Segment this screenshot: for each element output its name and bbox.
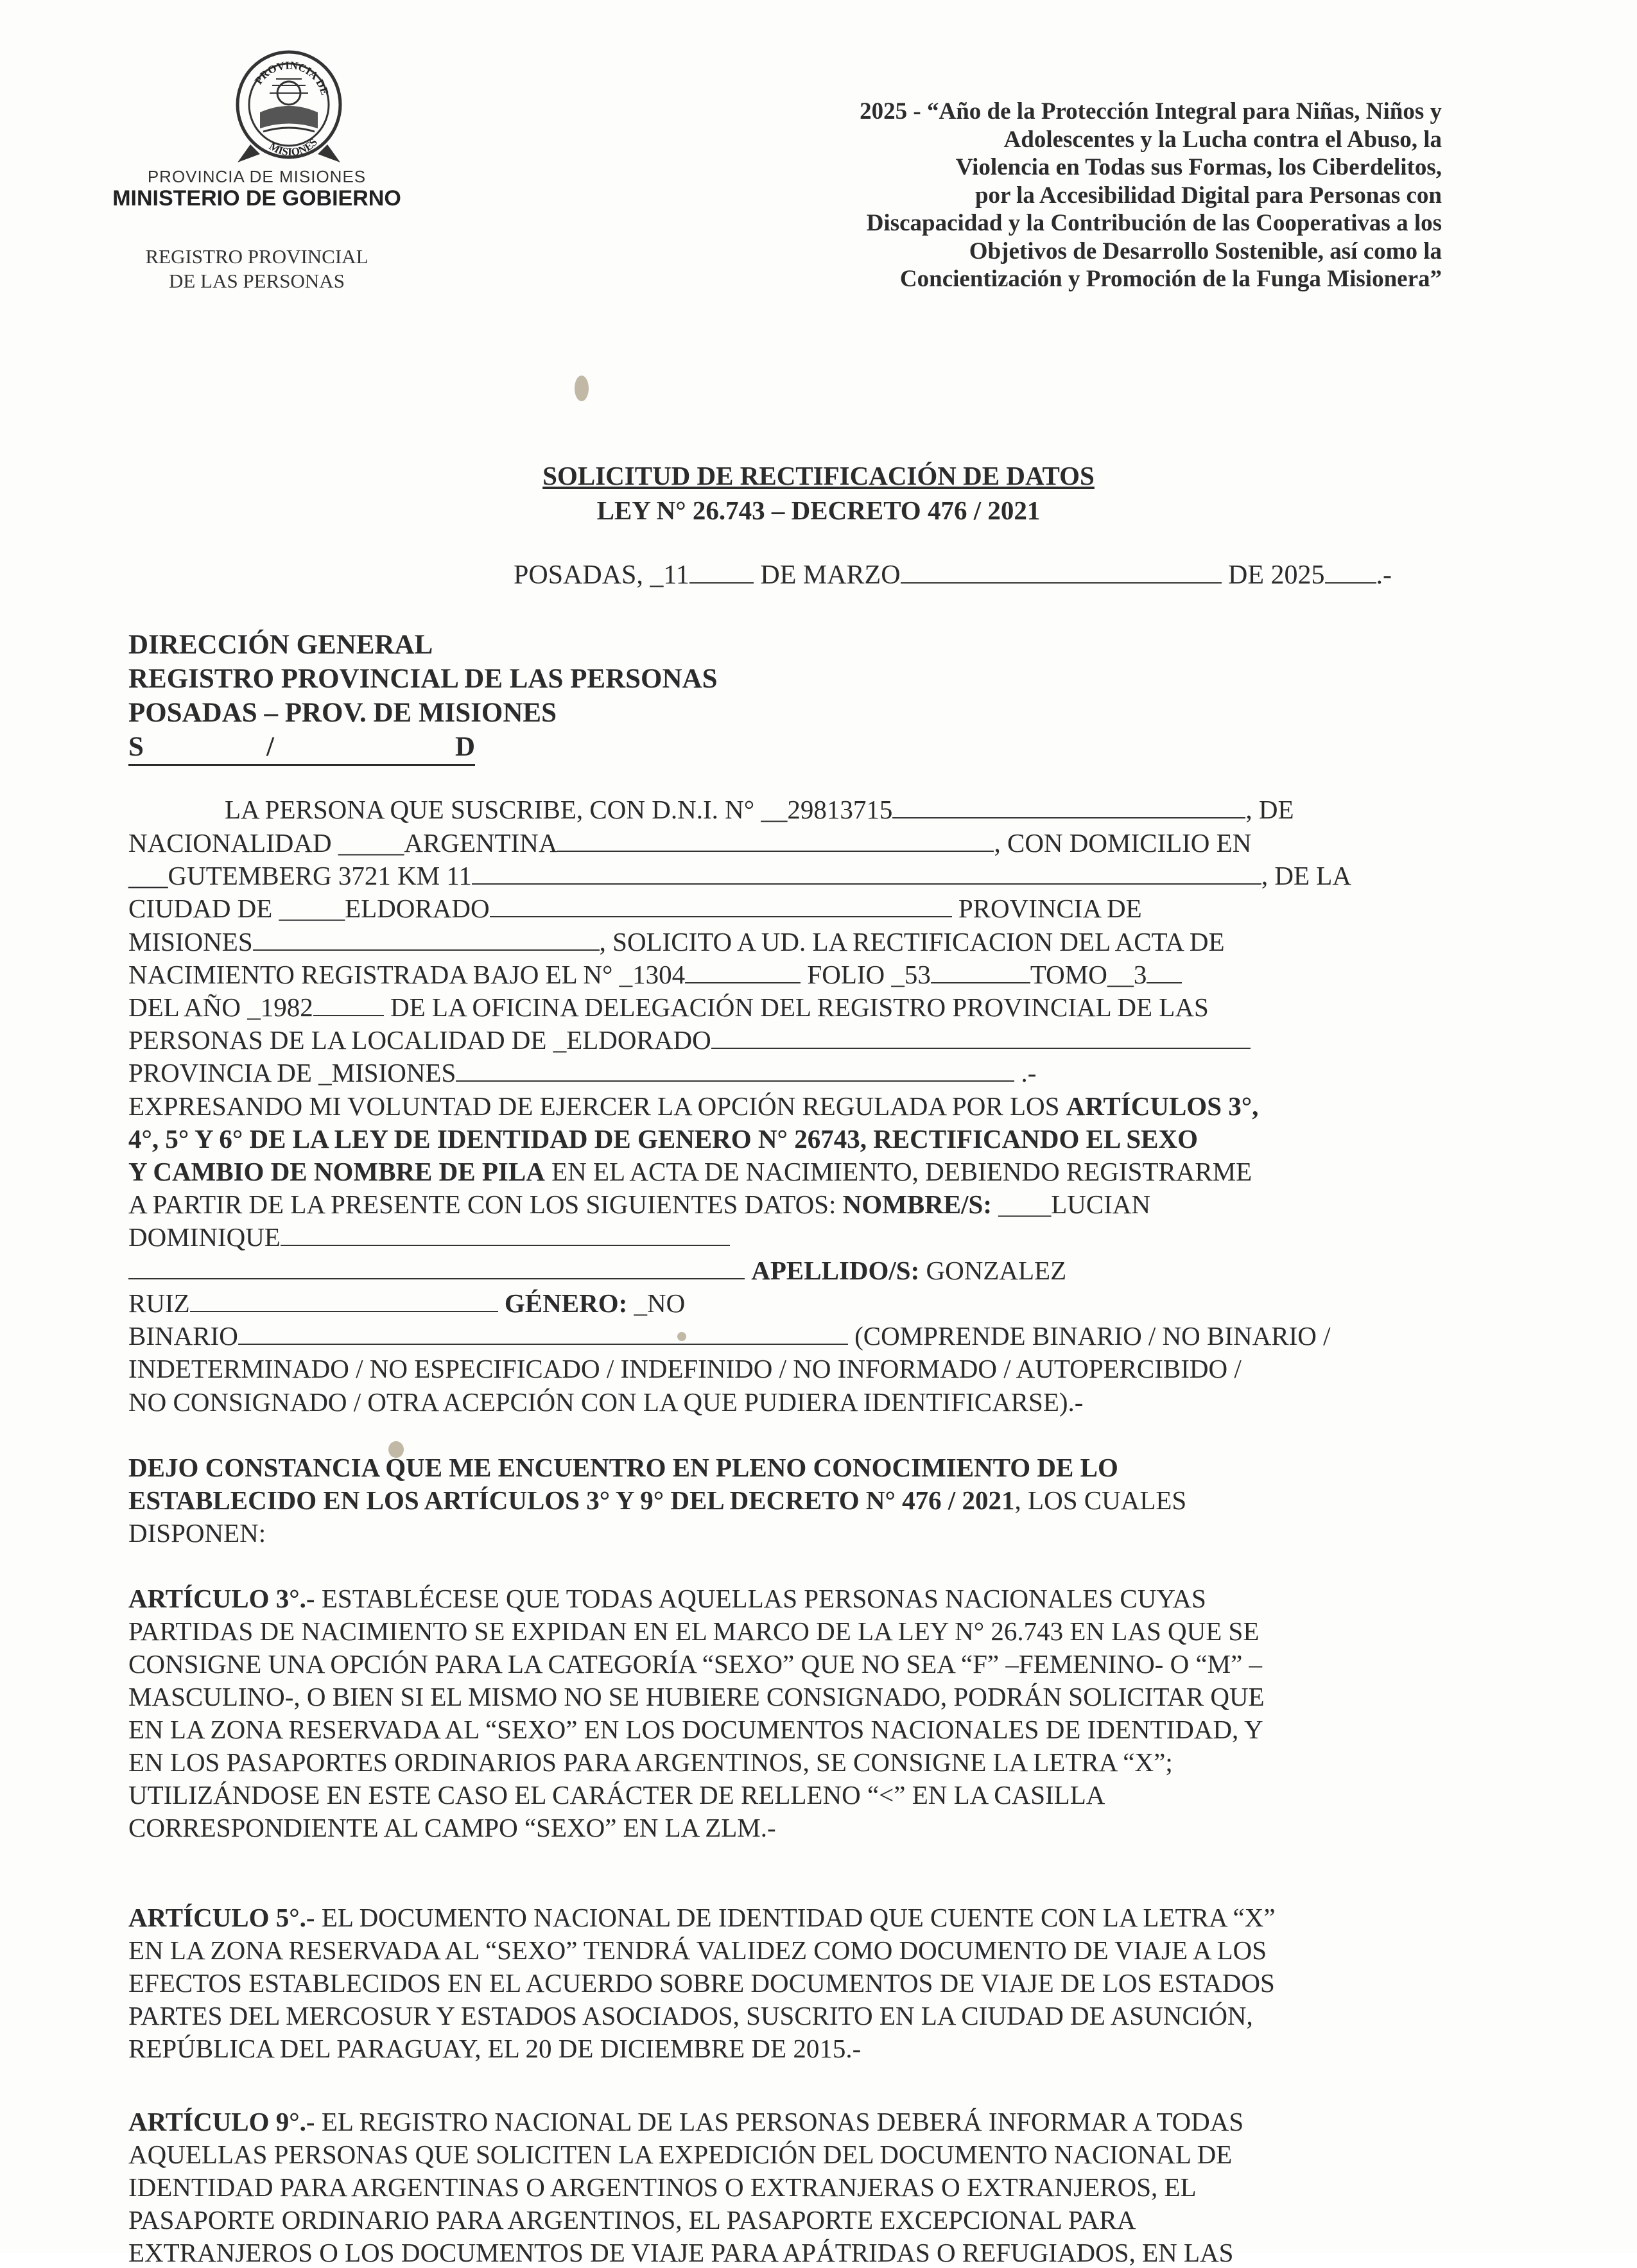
date-line xyxy=(514,560,1392,591)
art3-line: EN LA ZONA RESERVADA AL “SEXO” EN LOS DOCUMENTOS NACIONALES DE IDENTIDAD, Y xyxy=(128,1715,1263,1744)
date-de: DE xyxy=(760,560,797,590)
exp4-text: A PARTIR DE LA PRESENTE CON LOS SIGUIENTES DATOS: xyxy=(128,1190,843,1219)
art9-text: EL REGISTRO NACIONAL DE LAS PERSONAS DEBERÁ INFORMAR A TODAS xyxy=(315,2107,1244,2136)
form-line-ciudad xyxy=(128,893,1142,924)
nacionalidad-value: ARGENTINA xyxy=(404,828,558,858)
date-month: MARZO xyxy=(802,560,901,590)
stain-mark xyxy=(575,376,589,401)
genero-value-1: NO xyxy=(647,1288,686,1318)
form-line-exp1 xyxy=(128,1091,1258,1121)
motto-line: Objetivos de Desarrollo Sostenible, así como la xyxy=(969,238,1442,264)
art5-line xyxy=(128,1902,1276,1933)
document-subtitle: LEY N° 26.743 – DECRETO 476 / 2021 xyxy=(596,496,1041,525)
genero-label: GÉNERO: xyxy=(504,1288,628,1318)
acta-label: NACIMIENTO REGISTRADA BAJO EL N° _ xyxy=(128,960,633,989)
art5-line: REPÚBLICA DEL PARAGUAY, EL 20 DE DICIEMBRE DE 2015.- xyxy=(128,2034,862,2063)
addressee-sd xyxy=(128,730,718,766)
svg-text:MISIONES xyxy=(267,136,320,159)
motto-line: Violencia en Todas sus Formas, los Ciberdelitos, xyxy=(955,154,1442,180)
de-la: , DE LA xyxy=(1261,861,1351,890)
nombre-value-2: DOMINIQUE xyxy=(128,1222,281,1252)
date-year: DE 2025 xyxy=(1228,560,1325,590)
provincia-value: MISIONES xyxy=(128,927,253,957)
solicito-text: , SOLICITO A UD. LA RECTIFICACION DEL ACTA DE xyxy=(599,927,1225,957)
motto-line: por la Accesibilidad Digital para Personas con xyxy=(974,182,1442,209)
stain-mark xyxy=(677,1332,686,1341)
form-line-dni xyxy=(225,794,1294,825)
document-title: SOLICITUD DE RECTIFICACIÓN DE DATOS xyxy=(542,461,1095,490)
date-day: 11 xyxy=(663,560,689,590)
constancia-text: , LOS CUALES xyxy=(1014,1485,1187,1515)
ciudad-value: ELDORADO xyxy=(345,894,490,923)
constancia-line3: DISPONEN: xyxy=(128,1518,266,1548)
addressee-line2: REGISTRO PROVINCIAL DE LAS PERSONAS xyxy=(128,664,718,694)
province-emblem-icon xyxy=(231,48,347,167)
date-city: POSADAS, _ xyxy=(514,560,664,590)
motto-line: 2025 - “Año de la Protección Integral para Niñas, Niños y xyxy=(860,98,1442,125)
org-province: PROVINCIA DE MISIONES xyxy=(147,167,367,186)
motto-line: Adolescentes y la Lucha contra el Abuso, la xyxy=(1003,126,1442,153)
art5-line: EN LA ZONA RESERVADA AL “SEXO” TENDRÁ VALIDEZ COMO DOCUMENTO DE VIAJE A LOS xyxy=(128,1935,1267,1965)
art5-heading: ARTÍCULO 5°.- xyxy=(128,1903,315,1932)
form-line-genero2 xyxy=(128,1320,1331,1351)
art3-line: MASCULINO-, O BIEN SI EL MISMO NO SE HUBIERE CONSIGNADO, PODRÁN SOLICITAR QUE xyxy=(128,1682,1265,1711)
provincia2-label: PROVINCIA DE _ xyxy=(128,1058,332,1087)
provincia2-value: MISIONES xyxy=(331,1058,456,1087)
art9-line: PASAPORTE ORDINARIO PARA ARGENTINOS, EL PASAPORTE EXCEPCIONAL PARA xyxy=(128,2205,1136,2235)
constancia-line2 xyxy=(128,1485,1186,1516)
oficina-text: DE LA OFICINA DELEGACIÓN DEL REGISTRO PROVINCIAL DE LAS xyxy=(390,992,1209,1022)
exp-text: EXPRESANDO MI VOLUNTAD DE EJERCER LA OPCIÓN REGULADA POR LOS xyxy=(128,1091,1066,1121)
form-line-acta xyxy=(128,959,1182,990)
art3-text: ESTABLÉCESE QUE TODAS AQUELLAS PERSONAS NACIONALES CUYAS xyxy=(315,1584,1206,1613)
form-line-anio xyxy=(128,992,1209,1023)
nacionalidad-label: NACIONALIDAD _____ xyxy=(128,828,404,858)
exp-bold: ARTÍCULOS 3°, xyxy=(1066,1091,1259,1121)
apellido-value-2: RUIZ xyxy=(128,1288,190,1318)
art9-line: IDENTIDAD PARA ARGENTINAS O ARGENTINOS O EXTRANJERAS O EXTRANJEROS, EL xyxy=(128,2172,1197,2202)
emblem-text-top: PROVINCIA DE xyxy=(252,59,331,97)
org-registry-line1: REGISTRO PROVINCIAL xyxy=(145,245,368,268)
art9-heading: ARTÍCULO 9°.- xyxy=(128,2107,315,2136)
art3-heading: ARTÍCULO 3°.- xyxy=(128,1584,315,1613)
addressee-slash: / xyxy=(266,732,274,762)
nombre-value-1: LUCIAN xyxy=(1051,1190,1151,1219)
motto-line: Concientización y Promoción de la Funga Misionera” xyxy=(899,266,1442,292)
form-line-localidad xyxy=(128,1025,1251,1055)
art9-line: EXTRANJEROS O LOS DOCUMENTOS DE VIAJE PARA APÁTRIDAS O REFUGIADOS, EN LAS xyxy=(128,2238,1234,2267)
constancia-line1: DEJO CONSTANCIA QUE ME ENCUENTRO EN PLENO CONOCIMIENTO DE LO xyxy=(128,1453,1118,1482)
art3-line: EN LOS PASAPORTES ORDINARIOS PARA ARGENTINOS, SE CONSIGNE LA LETRA “X”; xyxy=(128,1747,1173,1777)
tomo-label: TOMO__ xyxy=(1030,960,1134,989)
anio-label: DEL AÑO _ xyxy=(128,992,261,1022)
domicilio-label: , CON DOMICILIO EN xyxy=(994,828,1252,858)
apellido-value-1: GONZALEZ xyxy=(926,1256,1067,1285)
domicilio-value: GUTEMBERG 3721 KM 11 xyxy=(168,861,472,890)
art5-text: EL DOCUMENTO NACIONAL DE IDENTIDAD QUE CUENTE CON LA LETRA “X” xyxy=(315,1903,1276,1932)
ciudad-label: CIUDAD DE _____ xyxy=(128,894,345,923)
dni-label: LA PERSONA QUE SUSCRIBE, CON D.N.I. N° __ xyxy=(225,795,788,824)
dni-value: 29813715 xyxy=(787,795,893,824)
form-line-nombre xyxy=(128,1189,1150,1220)
addressee-s: S xyxy=(128,732,144,762)
exp3-bold: Y CAMBIO DE NOMBRE DE PILA xyxy=(128,1157,545,1186)
art3-line: PARTIDAS DE NACIMIENTO SE EXPIDAN EN EL MARCO DE LA LEY N° 26.743 EN LAS QUE SE xyxy=(128,1616,1260,1646)
tomo-value: 3 xyxy=(1133,960,1147,989)
art9-line xyxy=(128,2106,1243,2137)
emblem-text-bottom: MISIONES xyxy=(267,135,320,159)
addressee-d: D xyxy=(455,732,475,762)
addressee-line3: POSADAS – PROV. DE MISIONES xyxy=(128,698,557,728)
art5-line: PARTES DEL MERCOSUR Y ESTADOS ASOCIADOS, SUSCRITO EN LA CIUDAD DE ASUNCIÓN, xyxy=(128,2001,1253,2030)
form-line-domicilio xyxy=(128,860,1351,891)
form-line-genero-opts2: INDETERMINADO / NO ESPECIFICADO / INDEFINIDO / NO INFORMADO / AUTOPERCIBIDO / xyxy=(128,1354,1242,1383)
folio-label: FOLIO _ xyxy=(807,960,905,989)
year-motto xyxy=(565,98,1442,293)
org-ministry: MINISTERIO DE GOBIERNO xyxy=(112,186,401,211)
art3-line: UTILIZÁNDOSE EN ESTE CASO EL CARÁCTER DE RELLENO “<” EN LA CASILLA xyxy=(128,1780,1105,1810)
art5-line: EFECTOS ESTABLECIDOS EN EL ACUERDO SOBRE DOCUMENTOS DE VIAJE DE LOS ESTADOS xyxy=(128,1968,1275,1998)
form-line-apellido xyxy=(128,1255,1066,1286)
form-line-nombre2 xyxy=(128,1222,730,1252)
form-line-provincia2 xyxy=(128,1057,1036,1088)
addressee-line1: DIRECCIÓN GENERAL xyxy=(128,630,433,660)
genero-pre: _ xyxy=(627,1288,648,1318)
nombre-pre: ____ xyxy=(992,1190,1052,1219)
form-line-genero xyxy=(128,1288,685,1319)
art9-line: AQUELLAS PERSONAS QUE SOLICITEN LA EXPEDICIÓN DEL DOCUMENTO NACIONAL DE xyxy=(128,2140,1233,2169)
folio-value: 53 xyxy=(904,960,931,989)
genero-value-2: BINARIO xyxy=(128,1321,238,1351)
acta-value: 1304 xyxy=(632,960,686,989)
form-line-nacionalidad xyxy=(128,827,1251,858)
nombre-label: NOMBRE/S: xyxy=(842,1190,992,1219)
stain-mark xyxy=(388,1441,404,1458)
anio-value: 1982 xyxy=(260,992,313,1022)
form-line-provincia xyxy=(128,926,1225,957)
form-line-genero-opts3: NO CONSIGNADO / OTRA ACEPCIÓN CON LA QUE PUDIERA IDENTIFICARSE).- xyxy=(128,1387,1084,1417)
art3-line: CORRESPONDIENTE AL CAMPO “SEXO” EN LA ZLM.- xyxy=(128,1813,776,1842)
apellido-label: APELLIDO/S: xyxy=(751,1256,920,1285)
genero-opts-1: (COMPRENDE BINARIO / NO BINARIO / xyxy=(854,1321,1331,1351)
date-end: .- xyxy=(1376,560,1392,590)
provincia-label: PROVINCIA DE xyxy=(958,894,1142,923)
provincia2-end: .- xyxy=(1021,1058,1037,1087)
dni-de: , DE xyxy=(1245,795,1294,824)
form-line-exp2: 4°, 5° Y 6° DE LA LEY DE IDENTIDAD DE GENERO N° 26743, RECTIFICANDO EL SEXO xyxy=(128,1124,1198,1154)
constancia-bold: ESTABLECIDO EN LOS ARTÍCULOS 3° Y 9° DEL DECRETO N° 476 / 2021 xyxy=(128,1485,1015,1515)
org-registry-line2: DE LAS PERSONAS xyxy=(169,270,345,292)
exp3-text: EN EL ACTA DE NACIMIENTO, DEBIENDO REGISTRARME xyxy=(544,1157,1252,1186)
domicilio-pre: ___ xyxy=(128,861,168,890)
art3-line: CONSIGNE UNA OPCIÓN PARA LA CATEGORÍA “SEXO” QUE NO SEA “F” –FEMENINO- O “M” – xyxy=(128,1649,1263,1679)
form-line-exp3 xyxy=(128,1156,1252,1187)
localidad-value: ELDORADO xyxy=(566,1025,711,1055)
localidad-label: PERSONAS DE LA LOCALIDAD DE _ xyxy=(128,1025,567,1055)
svg-text:PROVINCIA DE xyxy=(252,59,331,96)
art3-line xyxy=(128,1583,1206,1614)
addressee-block xyxy=(128,628,718,766)
motto-line: Discapacidad y la Contribución de las Cooperativas a los xyxy=(866,210,1442,236)
